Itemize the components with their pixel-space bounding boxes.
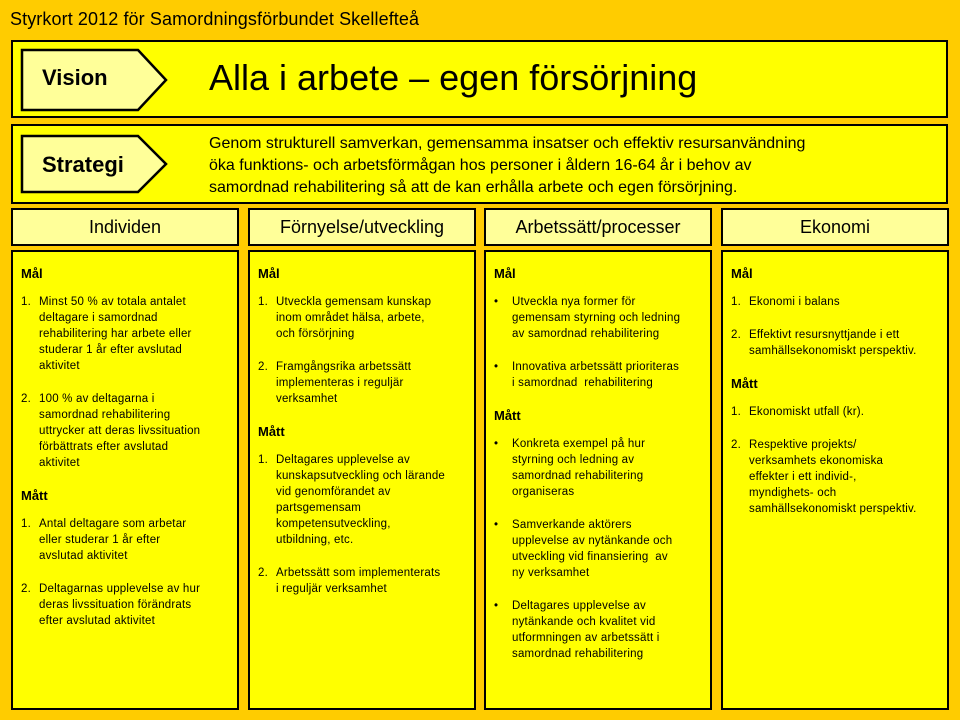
list-item-line: verksamhets ekonomiska (749, 455, 884, 467)
list-item-line: Konkreta exempel på hur (512, 438, 646, 450)
list-marker: 1. (258, 296, 268, 308)
section-list (494, 294, 702, 391)
list-item-line: samhällsekonomiskt perspektiv. (749, 345, 917, 357)
column-header: Ekonomi (721, 208, 949, 246)
list-item-line: Utveckla gemensam kunskap (276, 296, 432, 308)
list-item-line: organiseras (512, 486, 575, 498)
list-item-line: upplevelse av nytänkande och (512, 535, 673, 547)
list-item-line: eller studerar 1 år efter (39, 534, 161, 546)
list-marker: • (494, 361, 499, 373)
column-fornyelse-utveckling (248, 208, 476, 710)
list-item-line: förbättrats efter avslutad (39, 441, 169, 453)
column-arbetssatt-processer (484, 208, 712, 710)
list-item-line: deras livssituation förändrats (39, 599, 192, 611)
list-item-line: av samordnad rehabilitering (512, 328, 660, 340)
list-marker: 1. (258, 454, 268, 466)
list-item-line: aktivitet (39, 457, 80, 469)
section-heading: Mål (21, 266, 43, 281)
list-item-line: Respektive projekts/ (749, 439, 857, 451)
column-individen (11, 208, 239, 710)
list-marker: • (494, 519, 499, 531)
list-item-line: samordnad rehabilitering (512, 470, 644, 482)
column-body (248, 250, 476, 710)
list-item (258, 565, 466, 597)
section-heading: Mål (731, 266, 753, 281)
section-heading: Mått (258, 424, 285, 439)
list-item-line: utveckling vid finansiering av (512, 551, 668, 563)
list-item (731, 294, 939, 310)
list-item-line: Arbetssätt som implementerats (276, 567, 441, 579)
list-marker: 1. (21, 518, 31, 530)
list-item (731, 404, 939, 420)
list-item-line: deltagare i samordnad (39, 312, 158, 324)
list-item-line: samordnad rehabilitering (39, 409, 171, 421)
list-item-line: verksamhet (276, 393, 338, 405)
section-heading: Mått (494, 408, 521, 423)
list-item (494, 436, 702, 500)
list-item-line: Minst 50 % av totala antalet (39, 296, 186, 308)
list-item-line: inom området hälsa, arbete, (276, 312, 425, 324)
list-item-line: Antal deltagare som arbetar (39, 518, 187, 530)
list-item-line: 100 % av deltagarna i (39, 393, 155, 405)
list-marker: 1. (21, 296, 31, 308)
column-header: Individen (11, 208, 239, 246)
section-list (21, 516, 229, 629)
list-item-line: kompetensutveckling, (276, 518, 391, 530)
column-body (484, 250, 712, 710)
list-item-line: uttrycker att deras livssituation (39, 425, 201, 437)
column-header: Arbetssätt/processer (484, 208, 712, 246)
column-body (11, 250, 239, 710)
list-item (494, 294, 702, 342)
list-item-line: partsgemensam (276, 502, 362, 514)
list-marker: • (494, 600, 499, 612)
list-item-line: samordnad rehabilitering (512, 648, 644, 660)
list-item-line: utbildning, etc. (276, 534, 354, 546)
strategy-panel (11, 124, 948, 204)
list-item-line: vid genomförandet av (276, 486, 391, 498)
list-item-line: Innovativa arbetssätt prioriteras (512, 361, 680, 373)
page-title: Styrkort 2012 för Samordningsförbundet Skellefteå (10, 9, 420, 29)
list-item (258, 452, 466, 548)
section-heading: Mål (258, 266, 280, 281)
list-item-line: i reguljär verksamhet (276, 583, 387, 595)
list-item-line: Samverkande aktörers (512, 519, 632, 531)
list-item-line: Ekonomi i balans (749, 296, 840, 308)
section-heading: Mått (731, 376, 758, 391)
section-list (494, 436, 702, 662)
vision-label: Vision (42, 65, 108, 90)
list-item-line: myndighets- och (749, 487, 837, 499)
strategy-line: öka funktions- och arbetsförmågan hos personer i åldern 16-64 år i behov av (209, 157, 752, 174)
list-item-line: styrning och ledning av (512, 454, 635, 466)
list-marker: 1. (731, 406, 741, 418)
list-marker: 2. (258, 567, 268, 579)
list-marker: 2. (258, 361, 268, 373)
list-item (21, 516, 229, 564)
list-marker: 2. (731, 329, 741, 341)
section-list (258, 452, 466, 597)
section-list (258, 294, 466, 407)
list-marker: 1. (731, 296, 741, 308)
list-marker: 2. (731, 439, 741, 451)
list-marker: • (494, 296, 499, 308)
list-item-line: Deltagarnas upplevelse av hur (39, 583, 201, 595)
list-item (21, 294, 229, 374)
list-item (494, 359, 702, 391)
list-item-line: Deltagares upplevelse av (276, 454, 410, 466)
strategy-line: Genom strukturell samverkan, gemensamma insatser och effektiv resursanvändning (209, 135, 806, 152)
list-item-line: rehabilitering har arbete eller (39, 328, 192, 340)
vision-panel (11, 40, 948, 118)
list-item-line: efter avslutad aktivitet (39, 615, 156, 627)
list-item-line: och försörjning (276, 328, 355, 340)
list-item-line: Ekonomiskt utfall (kr). (749, 406, 865, 418)
section-list (21, 294, 229, 471)
list-marker: • (494, 438, 499, 450)
column-header: Förnyelse/utveckling (248, 208, 476, 246)
list-item (258, 294, 466, 342)
list-marker: 2. (21, 583, 31, 595)
list-item-line: studerar 1 år efter avslutad (39, 344, 183, 356)
list-item-line: kunskapsutveckling och lärande (276, 470, 446, 482)
section-heading: Mål (494, 266, 516, 281)
section-heading: Mått (21, 488, 48, 503)
column-ekonomi (721, 208, 949, 710)
list-item-line: i samordnad rehabilitering (512, 377, 653, 389)
list-item-line: avslutad aktivitet (39, 550, 128, 562)
list-item-line: nytänkande och kvalitet vid (512, 616, 656, 628)
list-item (494, 598, 702, 662)
list-item-line: aktivitet (39, 360, 80, 372)
column-body (721, 250, 949, 710)
list-item-line: Framgångsrika arbetssätt (276, 361, 412, 373)
list-item (494, 517, 702, 581)
list-item-line: Deltagares upplevelse av (512, 600, 646, 612)
list-item (21, 581, 229, 629)
list-item-line: implementeras i reguljär (276, 377, 404, 389)
list-item (731, 437, 939, 517)
list-item-line: Utveckla nya former för (512, 296, 636, 308)
list-item-line: utformningen av arbetssätt i (512, 632, 660, 644)
section-list (731, 294, 939, 359)
list-item-line: samhällsekonomiskt perspektiv. (749, 503, 917, 515)
strategy-statement (209, 133, 929, 199)
list-item-line: effekter i ett individ-, (749, 471, 857, 483)
list-item (731, 327, 939, 359)
list-item-line: ny verksamhet (512, 567, 590, 579)
list-item-line: gemensam styrning och ledning (512, 312, 681, 324)
vision-arrow-tag (20, 48, 170, 112)
strategy-label: Strategi (42, 152, 124, 177)
list-item (21, 391, 229, 471)
section-list (731, 404, 939, 517)
strategy-line: samordnad rehabilitering så att de kan erhålla arbete och egen försörjning. (209, 179, 738, 196)
list-item-line: Effektivt resursnyttjande i ett (749, 329, 900, 341)
strategy-arrow-tag (20, 134, 170, 194)
vision-statement: Alla i arbete – egen försörjning (209, 57, 698, 98)
list-item (258, 359, 466, 407)
list-marker: 2. (21, 393, 31, 405)
